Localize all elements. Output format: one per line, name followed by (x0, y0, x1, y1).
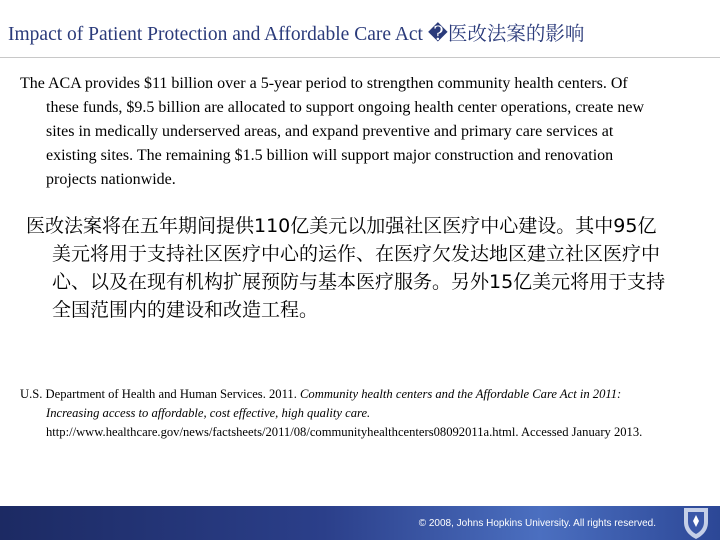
reference-title: Community health centers and the Affordable Care Act in 2011: Increasing access to affordable, cost effective, high quality care. (46, 387, 622, 420)
reference-author: U.S. Department of Health and Human Services. 2011. (20, 387, 301, 401)
reference-accessed: Accessed January 2013. (518, 425, 643, 439)
slide-title: Impact of Patient Protection and Affordable Care Act �医改法案的影响 (8, 24, 585, 45)
footer-bar (0, 506, 720, 540)
paragraph-english: The ACA provides $11 billion over a 5-year period to strengthen community health centers. Of these funds, $9.5 billion are allocated to support ongoing health center operations, create new sites in medically underserved areas, and expand preventive and primary care services at existing sites. The remaining $1.5 billion will support major construction and renovation projects nationwide. (20, 75, 645, 188)
title-divider (0, 57, 720, 58)
paragraph-chinese: 医改法案将在五年期间提供110亿美元以加强社区医疗中心建设。其中95亿美元将用于支持社区医疗中心的运作、在医疗欠发达地区建立社区医疗中心、以及在现有机构扩展预防与基本医疗服务。另外15亿美元将用于支持全国范围内的建设和改造工程。 (26, 215, 666, 321)
reference-citation (20, 385, 670, 442)
copyright-text: © 2008, Johns Hopkins University. All rights reserved. (418, 518, 656, 529)
university-shield-icon (678, 506, 714, 540)
reference-url: http://www.healthcare.gov/news/factsheets/2011/08/communityhealthcenters08092011a.html. (46, 425, 519, 439)
